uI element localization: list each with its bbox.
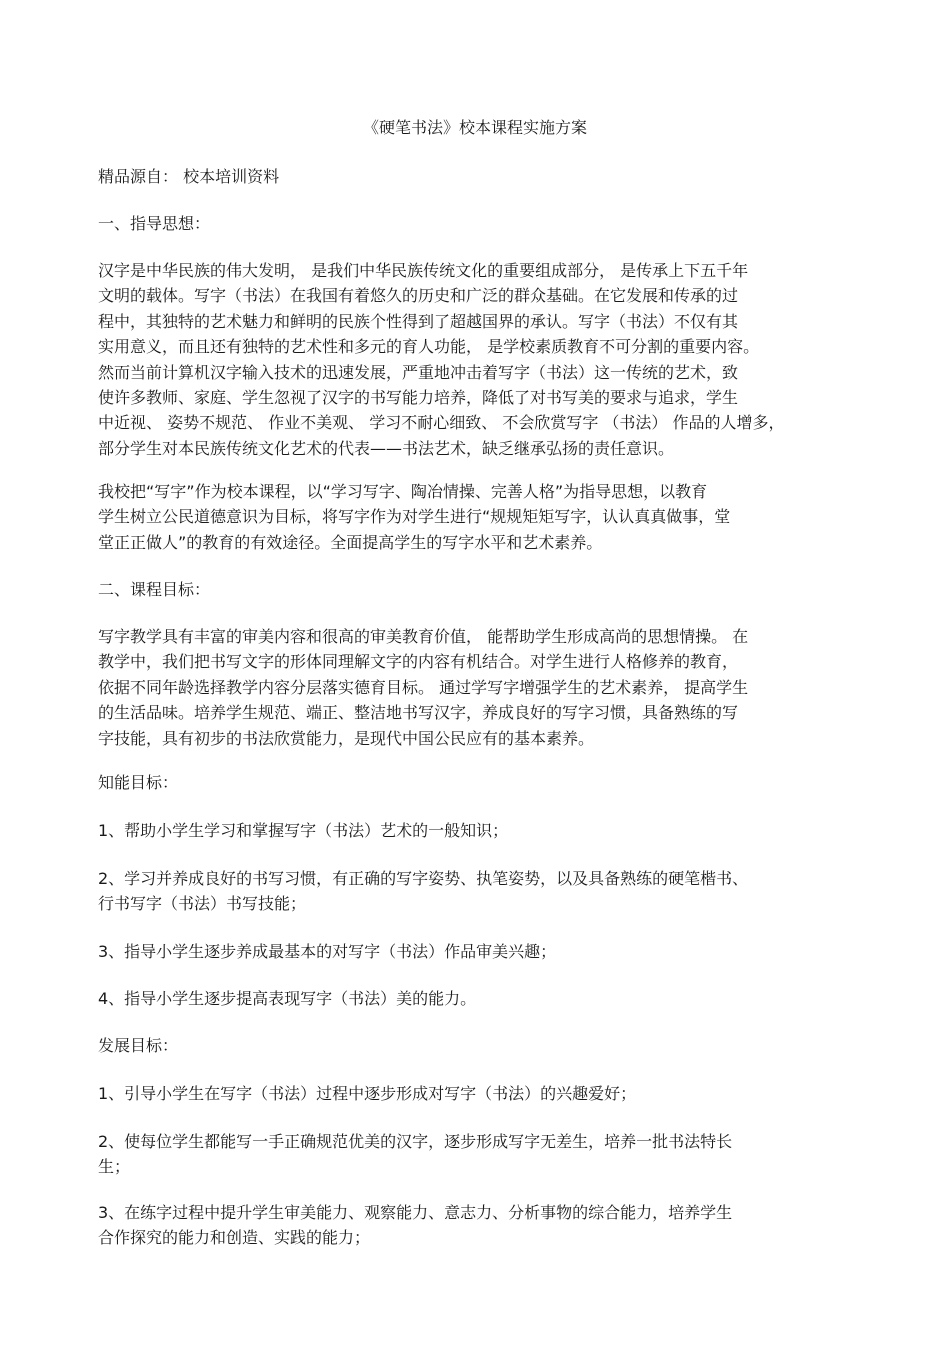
list-item-knowledge-4: 4、指导小学生逐步提高表现写字（书法）美的能力。 <box>98 989 477 1008</box>
text-line: 字技能，具有初步的书法欣赏能力，是现代中国公民应有的基本素养。 <box>98 728 595 748</box>
subheading-development-goals: 发展目标： <box>98 1036 179 1055</box>
text-line: 汉字是中华民族的伟大发明， 是我们中华民族传统文化的重要组成部分， 是传承上下五千年 <box>98 261 749 280</box>
section-heading-course-goals: 二、课程目标： <box>98 580 211 599</box>
text-line: 我校把“写字”作为校本课程，以“学习写字、陶冶情操、完善人格”为指导思想，以教育 <box>98 482 708 501</box>
text-line: 堂正正做人”的教育的有效途径。全面提高学生的写字水平和艺术素养。 <box>98 532 603 552</box>
text-line: 程中，其独特的艺术魅力和鲜明的民族个性得到了超越国界的承认。写字（书法）不仅有其 <box>98 311 739 331</box>
text-line: 部分学生对本民族传统文化艺术的代表——书法艺术，缺乏继承弘扬的责任意识。 <box>98 438 675 458</box>
text-line: 合作探究的能力和创造、实践的能力； <box>98 1228 371 1248</box>
text-line: 教学中，我们把书写文字的形体同理解文字的内容有机结合。对学生进行人格修养的教育， <box>98 652 739 672</box>
list-item-knowledge-3: 3、指导小学生逐步养成最基本的对写字（书法）作品审美兴趣； <box>98 942 557 961</box>
text-line: 的生活品味。培养学生规范、端正、整洁地书写汉字，养成良好的写字习惯，具备熟练的写 <box>98 703 739 723</box>
list-item-development-3 <box>98 1200 732 1251</box>
text-line: 然而当前计算机汉字输入技术的迅速发展，严重地冲击着写字（书法）这一传统的艺术，致 <box>98 362 739 382</box>
text-line: 学生树立公民道德意识为目标，将写字作为对学生进行“规规矩矩写字，认认真真做事，堂 <box>98 507 731 527</box>
paragraph-course-goals <box>98 624 748 751</box>
text-line: 行书写字（书法）书写技能； <box>98 894 307 914</box>
section-heading-guiding-thought: 一、指导思想： <box>98 214 211 233</box>
text-line: 生； <box>98 1157 131 1177</box>
text-line: 使许多教师、家庭、学生忽视了汉字的书写能力培养，降低了对书写美的要求与追求，学生 <box>98 388 739 408</box>
list-item-knowledge-2 <box>98 866 748 917</box>
paragraph-guiding-thought-1 <box>98 258 785 461</box>
text-line: 写字教学具有丰富的审美内容和很高的审美教育价值， 能帮助学生形成高尚的思想情操。 在 <box>98 627 749 646</box>
text-line: 3、在练字过程中提升学生审美能力、观察能力、意志力、分析事物的综合能力，培养学生 <box>98 1203 733 1222</box>
text-line: 文明的载体。写字（书法）在我国有着悠久的历史和广泛的群众基础。在它发展和传承的过 <box>98 286 739 306</box>
list-item-knowledge-1: 1、帮助小学生学习和掌握写字（书法）艺术的一般知识； <box>98 821 509 840</box>
list-item-development-1: 1、引导小学生在写字（书法）过程中逐步形成对写字（书法）的兴趣爱好； <box>98 1084 637 1103</box>
source-line: 精品源自： 校本培训资料 <box>98 167 280 186</box>
page-title: 《硬笔书法》校本课程实施方案 <box>362 118 587 137</box>
text-line: 实用意义，而且还有独特的艺术性和多元的育人功能， 是学校素质教育不可分割的重要内容。 <box>98 337 760 357</box>
paragraph-guiding-thought-2 <box>98 479 730 555</box>
subheading-knowledge-goals: 知能目标： <box>98 773 179 792</box>
text-line: 中近视、 姿势不规范、 作业不美观、 学习不耐心细致、 不会欣赏写字 （书法） 作品的人增多， <box>98 413 785 433</box>
text-line: 依据不同年龄选择教学内容分层落实德育目标。 通过学写字增强学生的艺术素养， 提高学生 <box>98 677 749 697</box>
text-line: 2、使每位学生都能写一手正确规范优美的汉字，逐步形成写字无差生，培养一批书法特长 <box>98 1132 733 1151</box>
text-line: 2、学习并养成良好的书写习惯，有正确的写字姿势、执笔姿势，以及具备熟练的硬笔楷书、 <box>98 869 749 888</box>
list-item-development-2 <box>98 1129 732 1180</box>
